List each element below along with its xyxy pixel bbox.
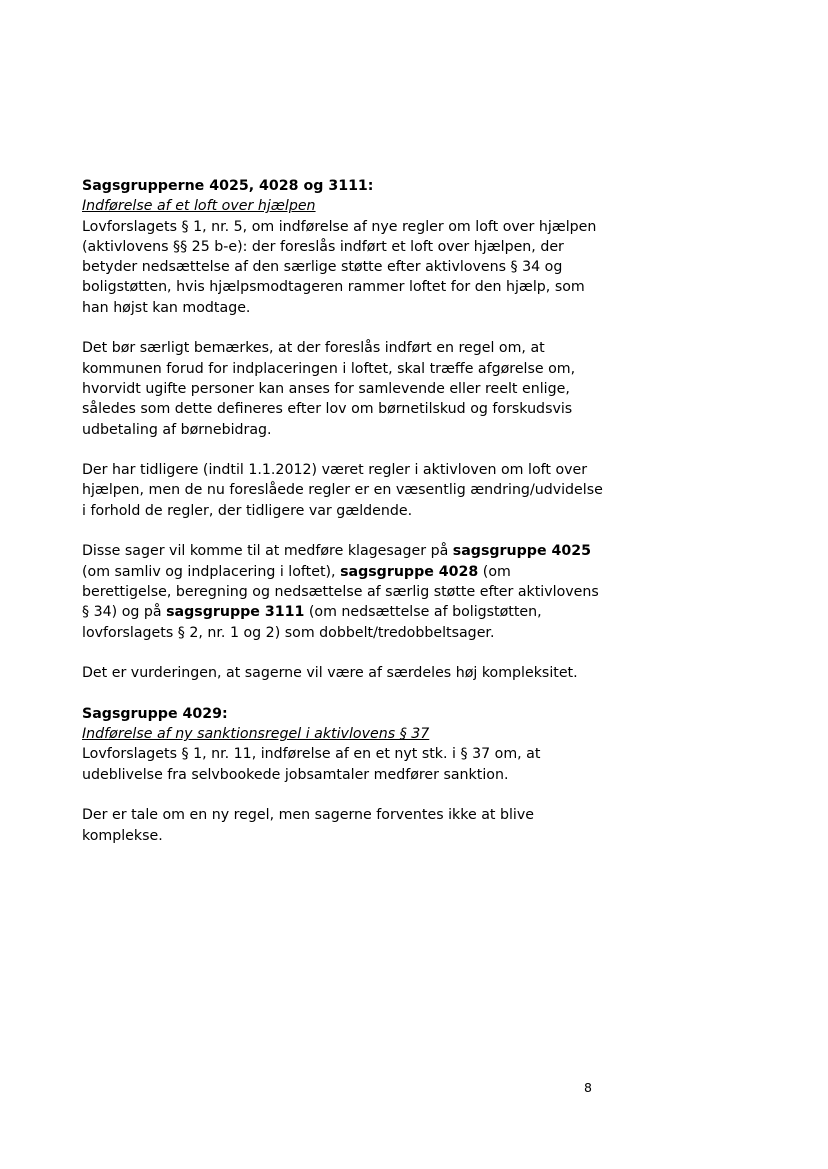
- paragraph-tidligere-regler: [82, 460, 612, 521]
- section-heading-4025-4028-3111: Sagsgrupperne 4025, 4028 og 3111:: [82, 178, 374, 194]
- text-line: (aktivlovens §§ 25 b-e): der foreslås indført et loft over hjælpen, der: [82, 238, 564, 255]
- text-line: udbetaling af børnebidrag.: [82, 421, 272, 438]
- paragraph-ny-regel: [82, 805, 612, 846]
- text-line: betyder nedsættelse af den særlige støtte efter aktivlovens § 34 og: [82, 259, 563, 276]
- text-line: Der er tale om en ny regel, men sagerne forventes ikke at blive: [82, 807, 534, 824]
- page-number: 8: [584, 1080, 592, 1095]
- text-line: således som dette defineres efter lov om børnetilskud og forskudsvis: [82, 401, 573, 418]
- paragraph-klagesager: [82, 541, 612, 642]
- text-line: (om samliv og indplacering i loftet), sagsgruppe 4028 (om: [82, 563, 511, 580]
- document-body: [82, 176, 612, 846]
- paragraph-loft-intro: [82, 217, 612, 318]
- bold-sagsgruppe-3111: sagsgruppe 3111: [166, 604, 305, 621]
- text-line: Der har tidligere (indtil 1.1.2012) været regler i aktivloven om loft over: [82, 462, 588, 479]
- text-line: udeblivelse fra selvbookede jobsamtaler medfører sanktion.: [82, 766, 509, 783]
- text-line: han højst kan modtage.: [82, 299, 251, 316]
- text-line: kommunen forud for indplaceringen i loftet, skal træffe afgørelse om,: [82, 360, 576, 377]
- text-line: lovforslagets § 2, nr. 1 og 2) som dobbelt/tredobbeltsager.: [82, 624, 495, 641]
- text-line: hvorvidt ugifte personer kan anses for samlevende eller reelt enlige,: [82, 380, 570, 397]
- bold-sagsgruppe-4025: sagsgruppe 4025: [452, 543, 592, 560]
- section-subheading-loft: Indførelse af et loft over hjælpen: [82, 198, 316, 215]
- paragraph-vurdering: Det er vurderingen, at sagerne vil være af særdeles høj kompleksitet.: [82, 665, 578, 682]
- text-line: i forhold de regler, der tidligere var gældende.: [82, 502, 413, 519]
- text-line: Disse sager vil komme til at medføre klagesager på sagsgruppe 4025: [82, 543, 592, 560]
- text-line: berettigelse, beregning og nedsættelse af særlig støtte efter aktivlovens: [82, 583, 599, 600]
- paragraph-sanktion: [82, 744, 612, 785]
- section-heading-4029: Sagsgruppe 4029:: [82, 705, 228, 722]
- text-line: Lovforslagets § 1, nr. 5, om indførelse af nye regler om loft over hjælpen: [82, 218, 597, 235]
- text-line: § 34) og på sagsgruppe 3111 (om nedsættelse af boligstøtten,: [82, 604, 542, 621]
- text-line: hjælpen, men de nu foreslåede regler er en væsentlig ændring/udvidelse: [82, 482, 603, 499]
- text-line: komplekse.: [82, 827, 163, 844]
- bold-sagsgruppe-4028: sagsgruppe 4028: [340, 563, 479, 580]
- section-subheading-sanktion: Indførelse af ny sanktionsregel i aktivlovens § 37: [82, 726, 430, 743]
- paragraph-samliv: [82, 338, 612, 439]
- text-line: Lovforslagets § 1, nr. 11, indførelse af en et nyt stk. i § 37 om, at: [82, 746, 541, 763]
- text-line: Det bør særligt bemærkes, at der foreslås indført en regel om, at: [82, 340, 545, 357]
- text-line: boligstøtten, hvis hjælpsmodtageren rammer loftet for den hjælp, som: [82, 279, 585, 296]
